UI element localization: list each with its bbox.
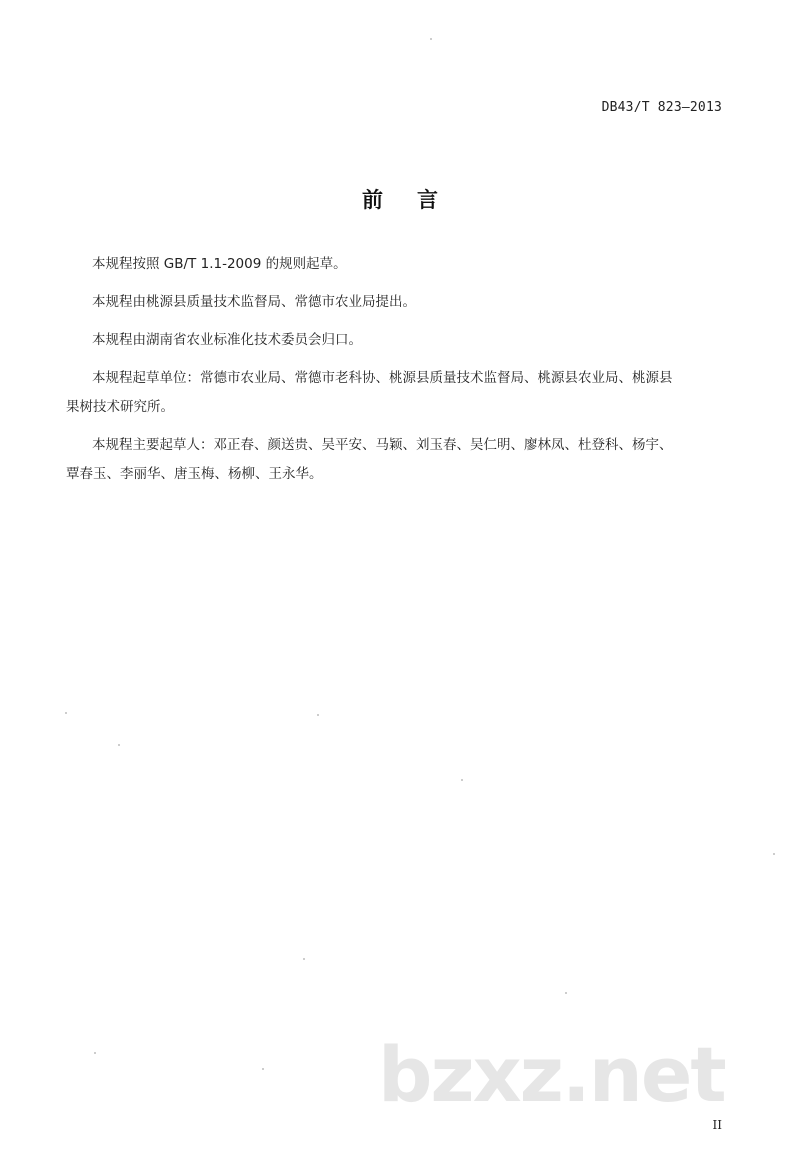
page-number: II xyxy=(712,1118,722,1132)
scan-speck xyxy=(94,1052,96,1054)
drafting-units-line-1: 本规程起草单位：常德市农业局、常德市老科协、桃源县质量技术监督局、桃源县农业局、桃源县 xyxy=(92,370,673,386)
drafters-line-2: 覃春玉、李丽华、唐玉梅、杨柳、王永华。 xyxy=(66,466,323,482)
scan-speck xyxy=(317,714,319,716)
scan-speck xyxy=(303,958,305,960)
scan-speck xyxy=(65,712,67,714)
scan-speck xyxy=(430,38,432,40)
drafters-line-1: 本规程主要起草人：邓正春、颜送贵、吴平安、马颖、刘玉春、吴仁明、廖林凤、杜登科、杨宇、 xyxy=(92,437,673,453)
scan-speck xyxy=(118,744,120,746)
scan-speck xyxy=(262,1068,264,1070)
paragraph-centralized: 本规程由湖南省农业标准化技术委员会归口。 xyxy=(92,332,362,348)
paragraph-drafters xyxy=(66,431,728,489)
paragraph-drafting-rules: 本规程按照 GB/T 1.1-2009 的规则起草。 xyxy=(92,256,347,272)
foreword-body xyxy=(66,250,728,498)
page-title: 前言 xyxy=(362,188,472,212)
drafting-units-line-2: 果树技术研究所。 xyxy=(66,399,174,415)
watermark: bzxz.net xyxy=(378,1030,725,1119)
paragraph-drafting-units xyxy=(66,364,728,422)
paragraph-proposer: 本规程由桃源县质量技术监督局、常德市农业局提出。 xyxy=(92,294,416,310)
scan-speck xyxy=(461,779,463,781)
scan-speck xyxy=(565,992,567,994)
standard-code: DB43/T 823—2013 xyxy=(601,100,722,115)
scan-speck xyxy=(773,853,775,855)
